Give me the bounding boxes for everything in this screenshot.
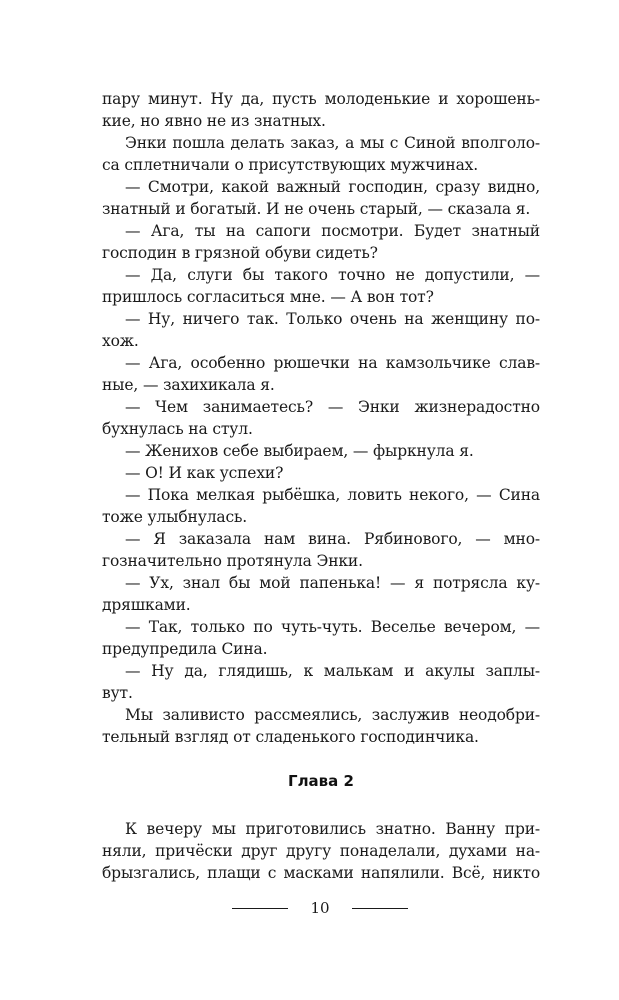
text-line: — Я заказала нам вина. Рябинового, — мно- bbox=[125, 530, 540, 548]
body-text bbox=[102, 88, 540, 748]
page-footer bbox=[0, 897, 619, 919]
text-line: няли, причёски друг другу понаделали, духами на- bbox=[102, 842, 540, 860]
text-line: бухнулась на стул. bbox=[102, 420, 253, 438]
text-line: — Так, только по чуть-чуть. Веселье вечером, — bbox=[125, 618, 540, 636]
text-line: господин в грязной обуви сидеть? bbox=[102, 244, 378, 262]
text-line: — Ну да, глядишь, к малькам и акулы заплы- bbox=[125, 662, 540, 680]
text-line: гозначительно протянула Энки. bbox=[102, 552, 363, 570]
text-line: знатный и богатый. И не очень старый, — сказала я. bbox=[102, 200, 531, 218]
text-line: са сплетничали о присутствующих мужчинах. bbox=[102, 156, 479, 174]
text-line: кие, но явно не из знатных. bbox=[102, 112, 326, 130]
text-line: — Пока мелкая рыбёшка, ловить некого, — Сина bbox=[125, 486, 540, 504]
text-line: дряшками. bbox=[102, 596, 191, 614]
text-line: брызгались, плащи с масками напялили. Всё, никто bbox=[102, 864, 540, 882]
text-line: Энки пошла делать заказ, а мы с Синой вполголо- bbox=[125, 134, 540, 152]
text-line: — Да, слуги бы такого точно не допустили, — bbox=[125, 266, 540, 284]
text-line: — Чем занимаетесь? — Энки жизнерадостно bbox=[125, 398, 540, 416]
chapter-text bbox=[102, 818, 540, 884]
text-line: тельный взгляд от сладенького господинчика. bbox=[102, 728, 479, 746]
footer-rule-left bbox=[232, 908, 288, 909]
text-line: — Ага, ты на сапоги посмотри. Будет знатный bbox=[125, 222, 540, 240]
text-line: — Смотри, какой важный господин, сразу видно, bbox=[125, 178, 540, 196]
text-line: пару минут. Ну да, пусть молоденькие и хорошень- bbox=[102, 90, 540, 108]
footer-rule-right bbox=[352, 908, 408, 909]
text-line: предупредила Сина. bbox=[102, 640, 268, 658]
text-line: — Женихов себе выбираем, — фыркнула я. bbox=[125, 442, 474, 460]
text-line: вут. bbox=[102, 684, 133, 702]
text-line: тоже улыбнулась. bbox=[102, 508, 248, 526]
text-line: ные, — захихикала я. bbox=[102, 376, 275, 394]
text-line: — О! И как успехи? bbox=[125, 464, 284, 482]
text-line: пришлось согласиться мне. — А вон тот? bbox=[102, 288, 434, 306]
text-line: — Ну, ничего так. Только очень на женщину по- bbox=[125, 310, 540, 328]
text-line: хож. bbox=[102, 332, 139, 350]
chapter-heading: Глава 2 bbox=[288, 772, 354, 790]
text-line: Мы заливисто рассмеялись, заслужив неодобри- bbox=[125, 706, 540, 724]
page-number: 10 bbox=[310, 899, 330, 917]
text-line: — Ага, особенно рюшечки на камзольчике слав- bbox=[125, 354, 540, 372]
text-line: — Ух, знал бы мой папенька! — я потрясла ку- bbox=[125, 574, 540, 592]
text-line: К вечеру мы приготовились знатно. Ванну при- bbox=[125, 820, 540, 838]
